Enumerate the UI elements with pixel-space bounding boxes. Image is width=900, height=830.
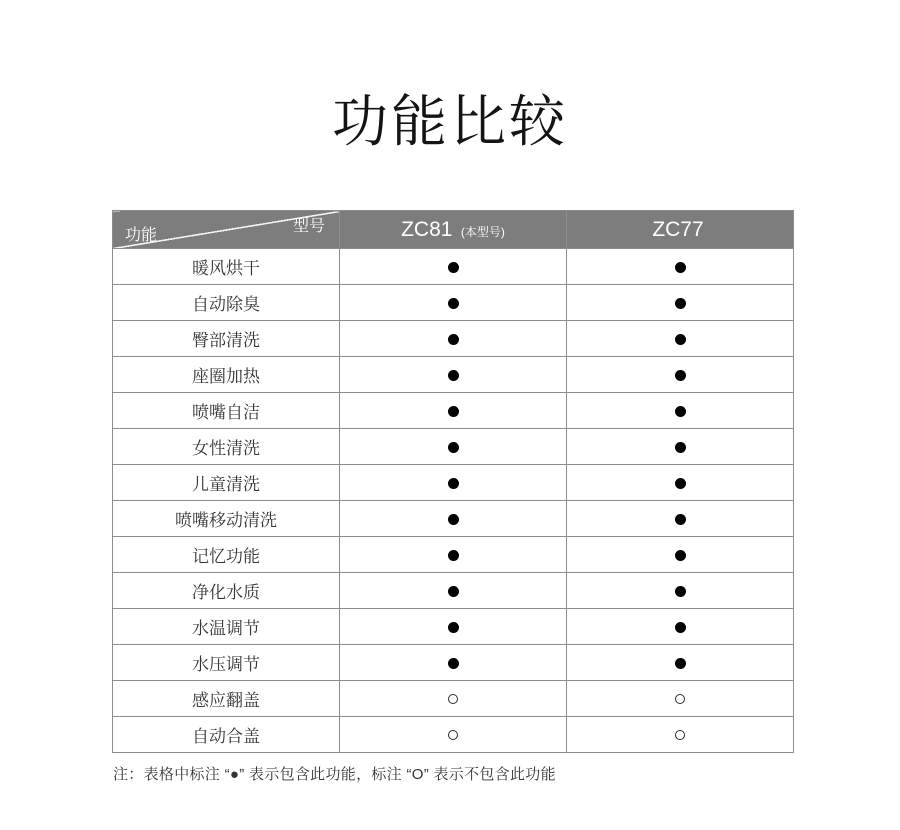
filled-dot-icon [448,442,459,453]
table-row [113,609,794,645]
filled-dot-icon [675,262,686,273]
filled-dot-icon [675,550,686,561]
symbol-cell [340,573,567,609]
table-corner-cell [113,211,340,249]
table-row [113,573,794,609]
hollow-circle-icon [448,694,458,704]
filled-dot-icon [448,622,459,633]
hollow-circle-icon [675,694,685,704]
symbol-cell [567,249,794,285]
table-row [113,321,794,357]
feature-cell: 喷嘴自洁 [113,393,340,429]
table-row [113,717,794,753]
symbol-cell [340,429,567,465]
filled-dot-icon [448,262,459,273]
column-header-zc81 [340,211,567,249]
model-name: ZC77 [652,217,704,241]
symbol-cell [340,501,567,537]
symbol-cell [567,717,794,753]
table-row [113,393,794,429]
feature-cell: 自动合盖 [113,717,340,753]
filled-dot-icon [448,514,459,525]
symbol-cell [567,393,794,429]
filled-dot-icon [448,658,459,669]
symbol-cell [340,285,567,321]
table-row [113,357,794,393]
table-row [113,285,794,321]
feature-cell: 净化水质 [113,573,340,609]
filled-dot-icon [448,550,459,561]
filled-dot-icon [675,334,686,345]
hollow-circle-icon [448,730,458,740]
symbol-cell [567,429,794,465]
symbol-cell [340,609,567,645]
table-row [113,645,794,681]
symbol-cell [340,645,567,681]
filled-dot-icon [675,298,686,309]
feature-cell: 记忆功能 [113,537,340,573]
feature-cell: 儿童清洗 [113,465,340,501]
feature-cell: 女性清洗 [113,429,340,465]
model-name: ZC81 [401,217,453,241]
table-row [113,537,794,573]
symbol-cell [567,465,794,501]
symbol-cell [567,321,794,357]
filled-dot-icon [675,406,686,417]
filled-dot-icon [448,586,459,597]
corner-model-label: 型号 [292,218,325,235]
filled-dot-icon [675,442,686,453]
symbol-cell [340,681,567,717]
symbol-cell [340,321,567,357]
filled-dot-icon [448,478,459,489]
filled-dot-icon [675,658,686,669]
symbol-cell [567,501,794,537]
symbol-cell [567,573,794,609]
table-row [113,501,794,537]
filled-dot-icon [675,370,686,381]
column-header-zc77 [567,211,794,249]
feature-cell: 臀部清洗 [113,321,340,357]
feature-cell: 暖风烘干 [113,249,340,285]
page-title: 功能比较 [332,90,568,153]
corner-feature-label: 功能 [125,227,158,244]
feature-cell: 喷嘴移动清洗 [113,501,340,537]
symbol-cell [567,645,794,681]
table-row [113,681,794,717]
filled-dot-icon [675,514,686,525]
feature-cell: 感应翻盖 [113,681,340,717]
table-row [113,465,794,501]
symbol-cell [567,609,794,645]
table-row [113,249,794,285]
feature-cell: 水温调节 [113,609,340,645]
filled-dot-icon [675,622,686,633]
symbol-cell [340,465,567,501]
model-subname: (本型号) [460,224,505,239]
footnote: 注：表格中标注 “●” 表示包含此功能，标注 “O” 表示不包含此功能 [113,766,556,783]
feature-cell: 水压调节 [113,645,340,681]
symbol-cell [567,357,794,393]
filled-dot-icon [448,406,459,417]
symbol-cell [340,393,567,429]
hollow-circle-icon [675,730,685,740]
symbol-cell [340,357,567,393]
filled-dot-icon [448,370,459,381]
comparison-table [112,210,794,753]
symbol-cell [567,681,794,717]
symbol-cell [340,537,567,573]
table-body [113,249,794,753]
table-row [113,429,794,465]
symbol-cell [567,285,794,321]
filled-dot-icon [448,298,459,309]
feature-cell: 座圈加热 [113,357,340,393]
comparison-table-container [112,210,794,753]
symbol-cell [567,537,794,573]
filled-dot-icon [448,334,459,345]
header-row [113,211,794,249]
feature-cell: 自动除臭 [113,285,340,321]
table-header [113,211,794,249]
filled-dot-icon [675,586,686,597]
filled-dot-icon [675,478,686,489]
symbol-cell [340,249,567,285]
symbol-cell [340,717,567,753]
